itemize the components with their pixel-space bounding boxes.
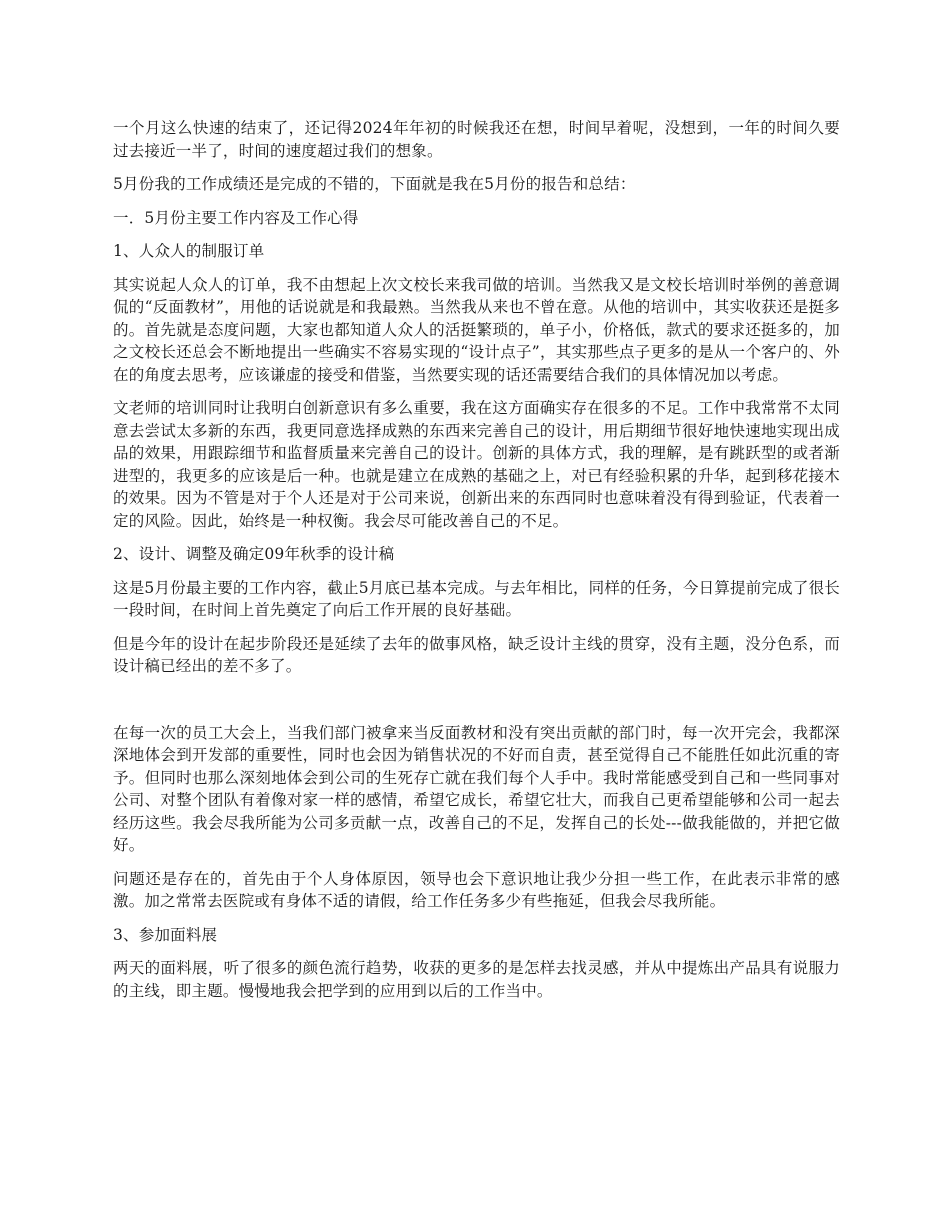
section-heading-1: 一．5月份主要工作内容及工作心得	[113, 208, 359, 227]
paragraph-fabric-expo: 两天的面料展，听了很多的颜色流行趋势，收获的更多的是怎样去找灵感，并从中提炼出产品具有说服力的主线，即主题。慢慢地我会把学到的应用到以后的工作当中。	[113, 959, 840, 1000]
paragraph-intro: 一个月这么快速的结束了，还记得2024年年初的时候我还在想，时间早着呢，没想到，一年的时间久要过去接近一半了，时间的速度超过我们的想象。	[113, 119, 840, 160]
paragraph-main-work: 这是5月份最主要的工作内容，截止5月底已基本完成。与去年相比，同样的任务，今日算提前完成了很长一段时间，在时间上首先奠定了向后工作开展的良好基础。	[113, 578, 840, 619]
document-body	[113, 117, 840, 1013]
paragraph-gap	[113, 689, 840, 722]
paragraph-problems: 问题还是存在的，首先由于个人身体原因，领导也会下意识地让我少分担一些工作，在此表示非常的感激。加之常常去医院或有身体不适的请假，给工作任务多少有些拖延，但我会尽我所能。	[113, 869, 840, 910]
paragraph-training: 其实说起人众人的订单，我不由想起上次文校长来我司做的培训。当然我又是文校长培训时举例的善意调侃的“反面教材”，用他的话说就是和我最熟。当然我从来也不曾在意。从他的培训中，其实收获还是挺多的。首先就是态度问题，大家也都知道人众人的活挺繁琐的，单子小，价格低，款式的要求还挺多的，加之文校长还总会不断地提出一些确实不容易实现的“设计点子”，其实那些点子更多的是从一个客户的、外在的角度去思考，应该谦虚的接受和借鉴，当然要实现的话还需要结合我们的具体情况加以考虑。	[113, 275, 840, 384]
paragraph-innovation: 文老师的培训同时让我明白创新意识有多么重要，我在这方面确实存在很多的不足。工作中我常常不太同意去尝试太多新的东西，我更同意选择成熟的东西来完善自己的设计，用后期细节很好地快速地实现出成品的效果，用跟踪细节和监督质量来完善自己的设计。创新的具体方式，我的理解，是有跳跃型的或者渐进型的，我更多的应该是后一种。也就是建立在成熟的基础之上，对已有经验积累的升华，起到移花接木的效果。因为不管是对于个人还是对于公司来说，创新出来的东西同时也意味着没有得到验证，代表着一定的风险。因此，始终是一种权衡。我会尽可能改善自己的不足。	[113, 399, 840, 530]
subheading-design-drafts: 2、设计、调整及确定09年秋季的设计稿	[113, 545, 395, 563]
subheading-uniform-order: 1、人众人的制服订单	[113, 242, 265, 260]
subheading-fabric-expo: 3、参加面料展	[113, 925, 218, 944]
paragraph-staff-meeting: 在每一次的员工大会上，当我们部门被拿来当反面教材和没有突出贡献的部门时，每一次开完会，我都深深地体会到开发部的重要性，同时也会因为销售状况的不好而自责，甚至觉得自己不能胜任如此沉重的寄予。但同时也那么深刻地体会到公司的生死存亡就在我们每个人手中。我时常能感受到自己和一些同事对公司、对整个团队有着像对家一样的感情，希望它成长，希望它壮大，而我自己更希望能够和公司一起去经历这些。我会尽我所能为公司多贡献一点，改善自己的不足，发挥自己的长处---做我能做的，并把它做好。	[113, 723, 840, 854]
paragraph-design-style: 但是今年的设计在起步阶段还是延续了去年的做事风格，缺乏设计主线的贯穿，没有主题，没分色系，而设计稿已经出的差不多了。	[113, 634, 840, 675]
paragraph-summary-lead: 5月份我的工作成绩还是完成的不错的，下面就是我在5月份的报告和总结：	[113, 175, 636, 193]
